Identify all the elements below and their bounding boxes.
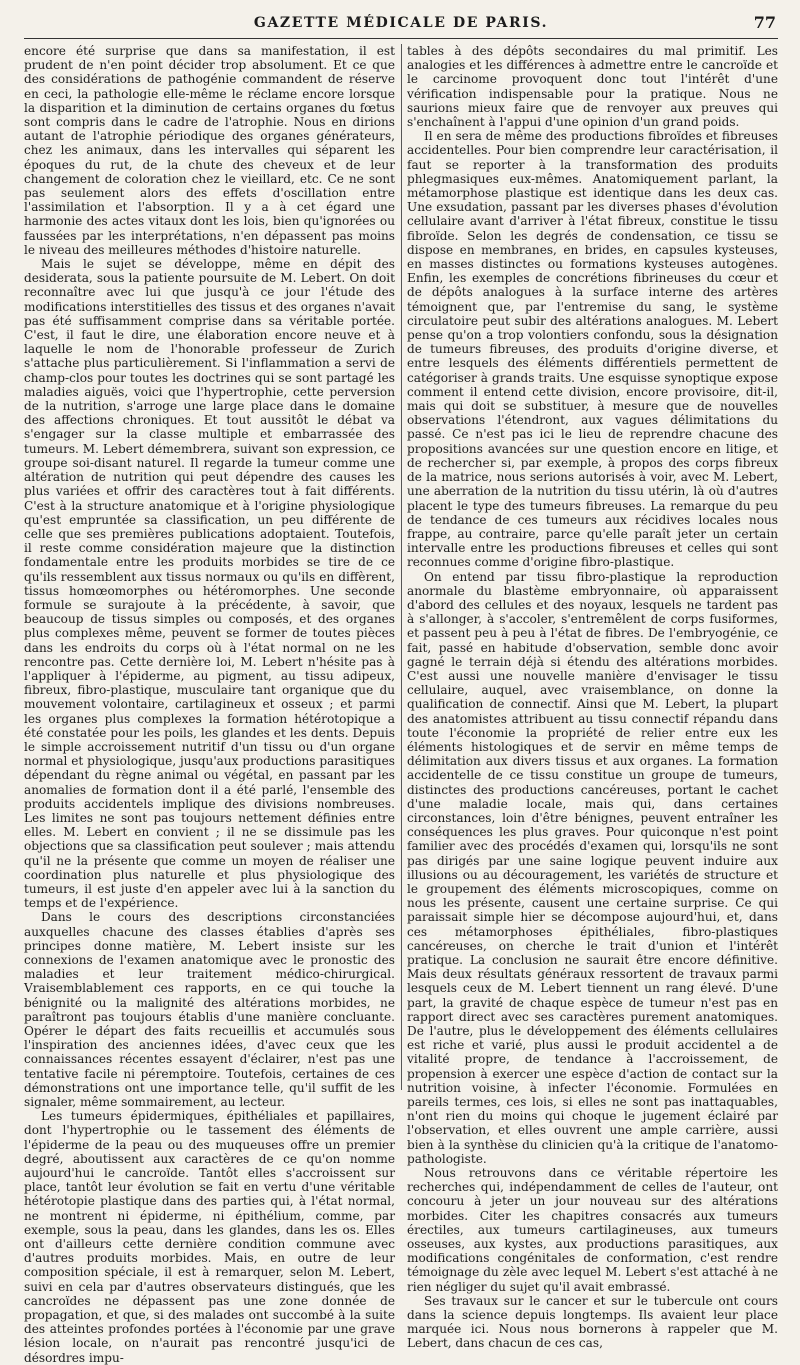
paragraph: Ses travaux sur le cancer et sur le tubercule ont cours dans la science depuis longtemps. Ils avaient leur place marquée ici. Nous nous bornerons à rappeler que M. Lebert, dans chacun de ces cas, (407, 1293, 778, 1351)
paragraph: Mais le sujet se développe, même en dépit des desiderata, sous la patiente poursuite de M. Lebert. On doit reconnaître avec lui que jusqu'à ce jour l'étude des modifications interstitielles des tissus et des organes n'avait pas été suffisamment comprise dans sa véritable portée. C'est, il faut le dire, une élaboration encore neuve et à laquelle le nom de l'honorable professeur de Zurich s'attache plus particulièrement. Si l'inflammation a servi de champ-clos pour toutes les doctrines qui se sont partagé les maladies aiguës, voici que l'hypertrophie, cette perversion de la nutrition, s'arroge une large place dans le domaine des affections chroniques. Et tout aussitôt le débat va s'engager sur la classe multiple et embarrassée des tumeurs. M. Lebert démembrera, suivant son expression, ce groupe soi-disant naturel. Il regarde la tumeur comme une altération de nutrition qui peut dépendre des causes les plus variées et offrir des caractères tout à fait différents. C'est à la structure anatomique et à l'origine physiologique qu'est empruntée sa classification, un peu différente de celle que ses premières publications adoptaient. Toutefois, il reste comme considération majeure que la distinction fondamentale entre les produits morbides se tire de ce qu'ils ressemblent aux tissus normaux ou qu'ils en diffèrent, tissus homœomorphes ou hétéromorphes. Une seconde formule se surajoute à la précédente, à savoir, que beaucoup de tissus simples ou composés, et des organes plus complexes même, peuvent se former de toutes pièces dans les endroits du corps où à l'état normal on ne les rencontre pas. Cette dernière loi, M. Lebert n'hésite pas à l'appliquer à l'épiderme, au pigment, au tissu adipeux, fibreux, fibro-plastique, musculaire tant organique que du mouvement volontaire, cartilagineux et osseux ; et parmi les organes plus complexes la formation hétérotopique a été constatée pour les poils, les glandes et les dents. Depuis le simple accroissement nutritif d'un tissu ou d'un organe normal et physiologique, jusqu'aux productions parasitiques dépendant du règne animal ou végétal, en passant par les anomalies de formation dont il a été parlé, l'ensemble des produits accidentels implique des divisions nombreuses. Les limites ne sont pas toujours nettement définies entre elles. M. Lebert en convient ; il ne se dissimule pas les objections que sa classification peut soulever ; mais attendu qu'il ne la présente que comme un moyen de réaliser une coordination plus naturelle et plus physiologique des tumeurs, il est juste d'en appeler avec lui à la sanction du temps et de l'expérience. (24, 257, 395, 911)
paragraph: On entend par tissu fibro-plastique la reproduction anormale du blastème embryonnaire, où apparaissent d'abord des cellules et des noyaux, lesquels ne tardent pas à s'allonger, à s'accoler, s'entremêlent de corps fusiformes, et passent peu à peu à l'état de fibres. De l'embryogénie, ce fait, passé en habitude d'observation, semble donc avoir gagné le terrain déjà si étendu des altérations morbides. C'est aussi une nouvelle manière d'envisager le tissu cellulaire, auquel, avec vraisemblance, on donne la qualification de connectif. Ainsi que M. Lebert, la plupart des anatomistes attribuent au tissu connectif répandu dans toute l'économie la propriété de relier entre eux les éléments histologiques et de servir en même temps de délimitation aux divers tissus et aux organes. La formation accidentelle de ce tissu constitue un groupe de tumeurs, distinctes des productions cancéreuses, portant le cachet d'une maladie locale, mais qui, dans certaines circonstances, loin d'être bénignes, peuvent entraîner les conséquences les plus graves. Pour quiconque n'est point familier avec des procédés d'examen qui, lorsqu'ils ne sont pas dirigés par une saine logique peuvent induire aux illusions ou au découragement, les variétés de structure et le groupement des éléments microscopiques, comme on nous les présente, causent une certaine surprise. Ce qui paraissait simple hier se décompose aujourd'hui, et, dans ces métamorphoses épithéliales, fibro-plastiques cancéreuses, on cherche le trait d'union et l'intérêt pratique. La conclusion ne saurait être encore définitive. Mais deux résultats généraux ressortent de travaux parmi lesquels ceux de M. Lebert tiennent un rang élevé. D'une part, la gravité de chaque espèce de tumeur n'est pas en rapport direct avec ses caractères purement anatomiques. De l'autre, plus le développement des éléments cellulaires est riche et varié, plus aussi le produit accidentel a de vitalité propre, de tendance à l'accroissement, de propension à exercer une espèce d'action de contact sur la nutrition voisine, à infecter l'économie. Formulées en pareils termes, ces lois, si elles ne sont pas inattaquables, n'ont rien du moins qui choque le jugement éclairé par l'observation, et elles ouvrent une ample carrière, aussi bien à la synthèse du clinicien qu'à la critique de l'anatomo-pathologiste. (407, 569, 778, 1166)
journal-title: GAZETTE MÉDICALE DE PARIS. (253, 15, 549, 31)
right-column (407, 44, 778, 1351)
paragraph: tables à des dépôts secondaires du mal primitif. Les analogies et les différences à admettre entre le cancroïde et le carcinome provoquent donc tout l'intérêt d'une vérification indispensable pour la pratique. Nous ne saurions mieux faire que de renvoyer aux preuves qui s'enchaînent à l'appui d'une opinion d'un grand poids. (407, 44, 778, 130)
paragraph: Il en sera de même des productions fibroïdes et fibreuses accidentelles. Pour bien comprendre leur caractérisation, il faut se reporter à la transformation des produits phlegmasiques eux-mêmes. Anatomiquement parlant, la métamorphose plastique est identique dans les deux cas. Une exsudation, passant par les diverses phases d'évolution cellulaire avant d'arriver à l'état fibreux, constitue le tissu fibroïde. Selon les degrés de condensation, ce tissu se dispose en membranes, en brides, en capsules kysteuses, en masses distinctes ou formations kysteuses autogènes. Enfin, les exemples de concrétions fibrineuses du cœur et de dépôts analogues à la surface interne des artères témoignent que, par l'entremise du sang, le système circulatoire peut subir des altérations analogues. M. Lebert pense qu'on a trop volontiers confondu, sous la désignation de tumeurs fibreuses, des produits d'origine diverse, et entre lesquels des éléments différentiels permettent de catégoriser à grands traits. Une esquisse synoptique expose comment il entend cette division, encore provisoire, dit-il, mais qui doit se substituer, à mesure que de nouvelles observations l'étendront, aux vagues délimitations du passé. Ce n'est pas ici le lieu de reprendre chacune des propositions avancées sur une question encore en litige, et de rechercher si, par exemple, à propos des corps fibreux de la matrice, nous serions autorisés à voir, avec M. Lebert, une aberration de la nutrition du tissu utérin, là où d'autres placent le type des tumeurs fibreuses. La remarque du peu de tendance de ces tumeurs aux récidives locales nous frappe, au contraire, parce qu'elle paraît jeter un certain intervalle entre les productions fibreuses et celles qui sont reconnues comme d'origine fibro-plastique. (407, 129, 778, 570)
paragraph: Dans le cours des descriptions circonstanciées auxquelles chacune des classes établies d'après ses principes donne matière, M. Lebert insiste sur les connexions de l'examen anatomique avec le pronostic des maladies et leur traitement médico-chirurgical. Vraisemblablement ces rapports, en ce qui touche la bénignité ou la malignité des altérations morbides, ne paraîtront pas toujours établis d'une manière concluante. Opérer le départ des faits recueillis et accumulés sous l'inspiration des anciennes idées, d'avec ceux que les connaissances récentes essayent d'éclairer, n'est pas une tentative facile ni péremptoire. Toutefois, certaines de ces démonstrations ont une importance telle, qu'il suffit de les signaler, même sommairement, au lecteur. (24, 910, 395, 1110)
paragraph: Les tumeurs épidermiques, épithéliales et papillaires, dont l'hypertrophie ou le tassement des éléments de l'épiderme de la peau ou des muqueuses offre un premier degré, aboutissent aux caractères de ce qu'on nomme aujourd'hui le cancroïde. Tantôt elles s'accroissent sur place, tantôt leur évolution se fait en vertu d'une véritable hétérotopie plastique dans des parties qui, à l'état normal, ne montrent ni épiderme, ni épithélium, comme, par exemple, sous la peau, dans les glandes, dans les os. Elles ont d'ailleurs cette dernière condition commune avec d'autres produits morbides. Mais, en outre de leur composition spéciale, il est à remarquer, selon M. Lebert, suivi en cela par d'autres observateurs distingués, que les cancroïdes ne dépassent pas une zone donnée de propagation, et que, si des malades ont succombé à la suite des atteintes profondes portées à l'économie par une grave lésion locale, on n'aurait pas rencontré jusqu'ici de désordres impu- (24, 1109, 395, 1365)
page-number: 77 (753, 13, 776, 32)
paragraph: Nous retrouvons dans ce véritable répertoire les recherches qui, indépendamment de celles de l'auteur, ont concouru à jeter un jour nouveau sur des altérations morbides. Citer les chapitres consacrés aux tumeurs érectiles, aux tumeurs cartilagineuses, aux tumeurs osseuses, aux kystes, aux productions parasitiques, aux modifications congénitales de conformation, c'est rendre témoignage du zèle avec lequel M. Lebert s'est attaché à ne rien négliger du sujet qu'il avait embrassé. (407, 1166, 778, 1294)
paragraph: encore été surprise que dans sa manifestation, il est prudent de n'en point décider trop absolument. Et ce que des considérations de pathogénie commandent de réserve en ceci, la pathologie elle-même le réclame encore lorsque la disparition et la diminution de certains organes du fœtus sont compris dans le cadre de l'atrophie. Nous en dirions autant de l'atrophie périodique des organes générateurs, chez les animaux, dans les intervalles qui séparent les époques du rut, de la chute des cheveux et de leur changement de coloration chez le vieillard, etc. Ce ne sont pas seulement alors des effets d'oscillation entre l'assimilation et l'absorption. Il y a à cet égard une harmonie des actes vitaux dont les lois, bien qu'ignorées ou faussées par les interprétations, n'en dépassent pas moins le niveau des meilleures méthodes d'histoire naturelle. (24, 44, 395, 257)
left-column (24, 44, 395, 1365)
text-columns (24, 44, 778, 1365)
running-header (24, 12, 778, 39)
